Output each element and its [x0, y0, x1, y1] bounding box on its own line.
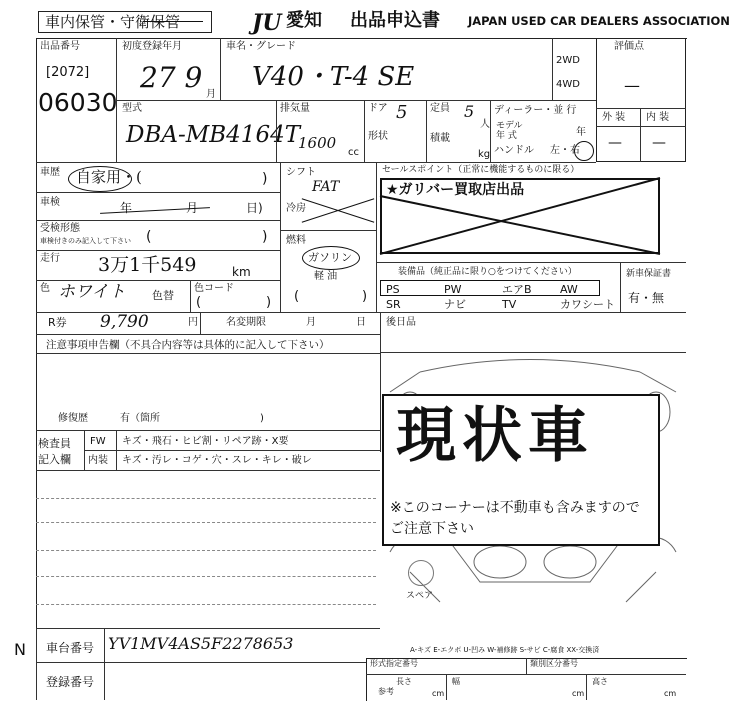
ac-label: 冷房	[286, 203, 306, 214]
acceptance-note: 車検付きのみ記入して下さい	[40, 237, 131, 245]
equipment-strike-box	[380, 280, 600, 296]
load-label: 積載	[430, 133, 450, 144]
lot-code: [2072]	[46, 65, 90, 80]
recycle-value: 9,790	[100, 312, 149, 332]
fw-label: FW	[90, 436, 106, 447]
bottom-left-mark: N	[14, 640, 26, 659]
due-label: 名変期限	[226, 317, 266, 328]
chassis-label: 車台番号	[46, 641, 95, 655]
width-label: 幅	[452, 677, 460, 686]
drive-2wd: 2WD	[556, 55, 580, 66]
capacity-label: 定員	[430, 103, 450, 114]
equipment-item: SR	[386, 298, 401, 311]
association-name: JAPAN USED CAR DEALERS ASSOCIATION	[468, 14, 730, 28]
interior-value: —	[652, 135, 666, 151]
equipment-item: PW	[444, 283, 462, 296]
after-items-label: 後日品	[386, 317, 416, 328]
model-value: V40・T-4 SE	[252, 62, 415, 92]
inspection-month: 月	[186, 201, 199, 215]
type-code-label: 形式指定番号	[370, 659, 418, 668]
color-change-label: 色替	[152, 289, 174, 302]
equipment-item: TV	[502, 298, 517, 311]
storage-option-box	[38, 11, 212, 33]
inspection-year: 年	[120, 201, 133, 215]
fuel-label: 燃料	[286, 235, 306, 246]
first-reg-value: 27 9	[140, 61, 203, 94]
fuel-open: (	[294, 289, 300, 304]
exterior-value: —	[608, 135, 622, 151]
displacement-value: 1600	[298, 134, 337, 152]
type-label: 型式	[122, 103, 142, 114]
recycle-yen: 円	[188, 317, 198, 328]
ref-label: 参考	[378, 687, 394, 696]
month-suffix: 月	[206, 89, 216, 100]
history-circle	[68, 166, 132, 192]
mileage-value: 3万1千549	[98, 254, 197, 276]
fuel-close: )	[362, 289, 368, 304]
repair-value: 有（箇所	[120, 413, 160, 424]
lot-number: 06030	[38, 88, 118, 117]
storage-option: 車内保管・守衛保管	[45, 13, 181, 31]
shift-value: FAT	[312, 179, 340, 195]
reg-label: 登録番号	[46, 675, 95, 689]
acceptance-open: (	[146, 229, 152, 245]
fuel-diesel: 軽 油	[314, 271, 338, 282]
cm-1: cm	[432, 689, 445, 698]
notes-label: 注意事項申告欄（不具合内容等は具体的に記入して下さい）	[46, 339, 330, 351]
inspection-label: 車検	[40, 197, 60, 208]
selling-points-banner: ★ガリバー買取店出品	[386, 182, 525, 198]
spare-circle	[408, 560, 434, 586]
cc-unit: cc	[348, 147, 359, 158]
history-label: 車歴	[40, 167, 60, 178]
equipment-label: 装備品（純正品に限り○をつけてください）	[398, 267, 577, 277]
history-value: 自家用・(	[76, 168, 142, 186]
rating-value: —	[624, 76, 640, 95]
model-year-label: モデル 年 式	[496, 121, 523, 141]
equipment-item: ナビ	[444, 298, 466, 311]
repair-close: )	[260, 413, 264, 424]
cm-3: cm	[664, 689, 677, 698]
displacement-label: 排気量	[280, 103, 310, 114]
org-name: 愛知	[286, 10, 322, 31]
inspector-label-2: 記入欄	[38, 453, 71, 466]
int-items: キズ・汚レ・コゲ・穴・スレ・キレ・破レ	[122, 455, 312, 466]
warranty-label: 新車保証書	[626, 269, 672, 279]
selling-points-cross	[380, 178, 660, 254]
inspection-day: 日)	[246, 201, 263, 215]
recycle-label: R券	[48, 316, 67, 329]
repair-label: 修復歴	[58, 413, 88, 424]
color-code-close: )	[266, 295, 272, 310]
year-suffix: 年	[576, 127, 586, 138]
color-code-label: 色コード	[194, 283, 234, 294]
exterior-label: 外 装	[602, 112, 626, 123]
selling-points-label: セールスポイント（正常に機能するものに限る）	[382, 165, 580, 175]
equipment-item: カワシート	[560, 298, 615, 311]
spare-label: スペア	[406, 591, 434, 601]
color-code-open: (	[196, 295, 202, 310]
history-close: )	[262, 171, 268, 187]
acceptance-label: 受検形態	[40, 223, 80, 234]
interior-label: 内 装	[646, 112, 670, 123]
rating-label: 評価点	[614, 41, 644, 52]
notice-title: 現状車	[396, 401, 594, 471]
height-label: 高さ	[592, 677, 608, 686]
kg-unit: kg	[478, 149, 491, 160]
ju-logo: JU	[252, 10, 282, 36]
strikeout-line	[143, 21, 203, 22]
cm-2: cm	[572, 689, 585, 698]
equipment-item: PS	[386, 283, 400, 296]
acceptance-close: )	[262, 229, 268, 245]
int-label: 内装	[88, 455, 108, 466]
chassis-value: YV1MV4AS5F2278653	[108, 634, 294, 653]
door-value: 5	[396, 102, 408, 123]
fw-items: キズ・飛石・ヒビ割・リペア跡・X要	[122, 436, 289, 447]
fuel-circle	[302, 246, 360, 270]
mileage-unit: km	[232, 265, 251, 279]
inspector-label-1: 検査員	[38, 437, 71, 450]
persons-unit: 人	[480, 119, 490, 130]
damage-legend: A-キズ E-エクボ U-凹み W-補修跡 S-サビ C-腐食 XX-交換済	[410, 646, 600, 654]
model-label: 車名・グレード	[226, 41, 296, 52]
equipment-item: エアB	[502, 283, 532, 296]
dealer-label: ディーラー・並 行	[494, 105, 577, 116]
door-label: ドア	[368, 103, 388, 114]
first-reg-label: 初度登録年月	[122, 41, 182, 52]
due-day: 日	[356, 317, 366, 328]
capacity-value: 5	[464, 102, 475, 121]
color-label: 色	[40, 283, 50, 294]
warranty-value: 有・無	[628, 291, 665, 305]
color-value: ホワイト	[58, 282, 126, 302]
notice-message: ※このコーナーは不動車も含みますのでご注意下さい	[390, 500, 640, 537]
mileage-label: 走行	[40, 253, 60, 264]
fuel-value: ガソリン	[308, 251, 352, 264]
equipment-item: AW	[560, 283, 578, 296]
lot-label: 出品番号	[40, 41, 80, 52]
class-code-label: 類別区分番号	[530, 659, 578, 668]
type-value: DBA-MB4164T	[126, 122, 301, 148]
handle-options: 左・右	[550, 145, 580, 156]
handle-label: ハンドル	[494, 145, 534, 156]
drive-4wd: 4WD	[556, 79, 580, 90]
form-title: 出品申込書	[350, 10, 440, 31]
shape-label: 形状	[368, 131, 388, 142]
length-label: 長さ	[396, 677, 412, 686]
due-month: 月	[306, 317, 316, 328]
shift-label: シフト	[286, 167, 316, 178]
handle-right-circle	[574, 141, 594, 161]
